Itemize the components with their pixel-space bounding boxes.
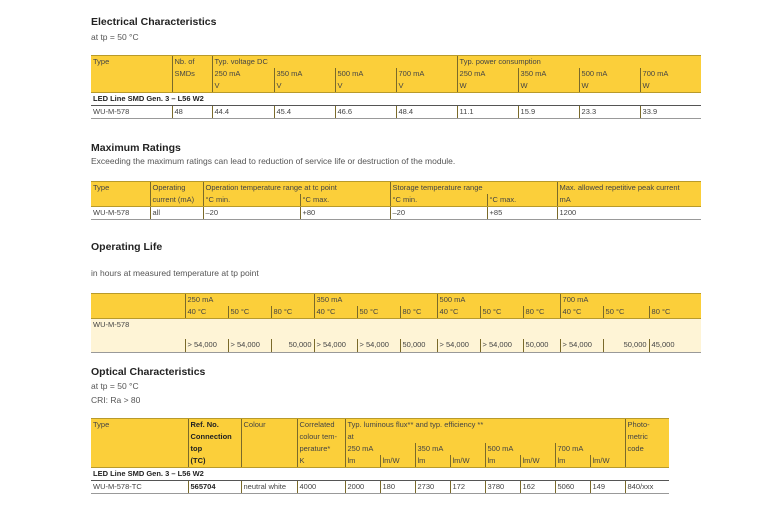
hdr-power: Typ. power consumption: [457, 56, 701, 69]
hdr-temp: 50 °C: [228, 306, 271, 319]
unit-lm: lm: [485, 455, 520, 468]
hdr-peak: Max. allowed repetitive peak current: [557, 182, 701, 195]
hdr-temp: 40 °C: [314, 306, 357, 319]
hdr-type: Type: [91, 419, 188, 432]
cell: 11.1: [457, 106, 518, 119]
cell: 3780: [485, 481, 520, 494]
maxratings-title: Maximum Ratings: [91, 142, 181, 154]
hdr-cmin: °C min.: [203, 194, 300, 207]
cell: –20: [390, 207, 487, 220]
unit-v: V: [396, 80, 457, 93]
cell: +85: [487, 207, 557, 220]
maxratings-table: [91, 181, 701, 220]
table-row: [91, 339, 701, 353]
cell: 50,000: [400, 339, 437, 353]
hdr-temp: 40 °C: [185, 306, 228, 319]
unit-lmw: lm/W: [590, 455, 625, 468]
life-title: Operating Life: [91, 241, 163, 253]
cell: +80: [300, 207, 390, 220]
table-row: [91, 106, 701, 119]
hdr-type: Type: [91, 56, 172, 69]
hdr-cct: K: [297, 455, 345, 468]
cell: 2000: [345, 481, 380, 494]
unit-lmw: lm/W: [520, 455, 555, 468]
cell: 48: [172, 106, 212, 119]
hdr-temp: 40 °C: [437, 306, 480, 319]
unit-w: W: [518, 80, 579, 93]
hdr-350: 350 mA: [314, 294, 437, 307]
unit-v: V: [274, 80, 335, 93]
hdr-cmin: °C min.: [390, 194, 487, 207]
hdr-700: 700 mA: [555, 443, 625, 455]
cell: 23.3: [579, 106, 640, 119]
hdr-ref: (TC): [188, 455, 241, 468]
unit-w: W: [457, 80, 518, 93]
cell: 5060: [555, 481, 590, 494]
hdr-w-250: 250 mA: [457, 68, 518, 80]
optical-table: [91, 418, 669, 494]
cell: 149: [590, 481, 625, 494]
cell: 50,000: [271, 339, 314, 353]
hdr-current: current (mA): [150, 194, 203, 207]
unit-lm: lm: [555, 455, 590, 468]
cell: 45.4: [274, 106, 335, 119]
electrical-group: LED Line SMD Gen. 3 – L56 W2: [91, 93, 701, 106]
hdr-v-350: 350 mA: [274, 68, 335, 80]
cell: 33.9: [640, 106, 701, 119]
hdr-ref: Connection: [188, 431, 241, 443]
hdr-photo: metric: [625, 431, 669, 443]
cell: 2730: [415, 481, 450, 494]
hdr-cct: Correlated: [297, 419, 345, 432]
table-row: [91, 481, 669, 494]
hdr-w-700: 700 mA: [640, 68, 701, 80]
cell: > 54,000: [437, 339, 480, 353]
hdr-250: 250 mA: [345, 443, 415, 455]
unit-lm: lm: [415, 455, 450, 468]
unit-w: W: [640, 80, 701, 93]
hdr-storage: Storage temperature range: [390, 182, 557, 195]
cell: 1200: [557, 207, 701, 220]
hdr-operating: Operating: [150, 182, 203, 195]
hdr-v-250: 250 mA: [212, 68, 274, 80]
electrical-table: [91, 55, 701, 119]
hdr-temp: 80 °C: [400, 306, 437, 319]
hdr-w-350: 350 mA: [518, 68, 579, 80]
cell: –20: [203, 207, 300, 220]
hdr-v-700: 700 mA: [396, 68, 457, 80]
hdr-v-500: 500 mA: [335, 68, 396, 80]
hdr-nb: Nb. of: [172, 56, 212, 69]
cell: 45,000: [649, 339, 701, 353]
cell: > 54,000: [560, 339, 603, 353]
unit-lm: lm: [345, 455, 380, 468]
hdr-type: Type: [91, 182, 150, 195]
cell: WU-M-578: [91, 207, 150, 220]
cell: 50,000: [523, 339, 560, 353]
cell: 50,000: [603, 339, 649, 353]
unit-v: V: [335, 80, 396, 93]
cell: 15.9: [518, 106, 579, 119]
life-table: [91, 293, 701, 353]
cell: 4000: [297, 481, 345, 494]
hdr-ma: mA: [557, 194, 701, 207]
hdr-temp: 80 °C: [649, 306, 701, 319]
optical-group: LED Line SMD Gen. 3 – L56 W2: [91, 468, 669, 481]
hdr-cct: perature*: [297, 443, 345, 455]
cell: > 54,000: [314, 339, 357, 353]
unit-lmw: lm/W: [450, 455, 485, 468]
hdr-cmax: °C max.: [487, 194, 557, 207]
maxratings-subtitle: Exceeding the maximum ratings can lead to reduction of service life or destruction of the module.: [91, 156, 456, 166]
hdr-temp: 40 °C: [560, 306, 603, 319]
hdr-temp: 80 °C: [271, 306, 314, 319]
optical-subtitle-2: CRI: Ra > 80: [91, 395, 141, 405]
optical-title: Optical Characteristics: [91, 366, 206, 378]
hdr-cmax: °C max.: [300, 194, 390, 207]
hdr-op-temp: Operation temperature range at tc point: [203, 182, 390, 195]
cell: > 54,000: [185, 339, 228, 353]
hdr-flux: Typ. luminous flux** and typ. efficiency **: [345, 419, 625, 432]
hdr-ref: Ref. No.: [188, 419, 241, 432]
cell: 840/xxx: [625, 481, 669, 494]
cell: > 54,000: [357, 339, 400, 353]
cell: 180: [380, 481, 415, 494]
cell: 48.4: [396, 106, 457, 119]
cell: WU-M-578: [91, 106, 172, 119]
hdr-500: 500 mA: [485, 443, 555, 455]
hdr-temp: 50 °C: [603, 306, 649, 319]
cell-type: WU-M-578: [91, 319, 185, 340]
cell: > 54,000: [480, 339, 523, 353]
cell: WU-M-578-TC: [91, 481, 188, 494]
hdr-photo: Photo-: [625, 419, 669, 432]
hdr-temp: 50 °C: [480, 306, 523, 319]
hdr-flux-at: at: [345, 431, 625, 443]
hdr-500: 500 mA: [437, 294, 560, 307]
cell-ref: 565704: [188, 481, 241, 494]
cell: all: [150, 207, 203, 220]
unit-w: W: [579, 80, 640, 93]
cell: 46.6: [335, 106, 396, 119]
hdr-voltage: Typ. voltage DC: [212, 56, 457, 69]
hdr-ref: top: [188, 443, 241, 455]
hdr-smds: SMDs: [172, 68, 212, 80]
electrical-subtitle: at tp = 50 °C: [91, 32, 139, 42]
hdr-700: 700 mA: [560, 294, 701, 307]
cell: 172: [450, 481, 485, 494]
cell: 162: [520, 481, 555, 494]
optical-subtitle-1: at tp = 50 °C: [91, 381, 139, 391]
cell: 44.4: [212, 106, 274, 119]
cell: > 54,000: [228, 339, 271, 353]
life-subtitle: in hours at measured temperature at tp point: [91, 268, 259, 278]
table-row: [91, 207, 701, 220]
hdr-250: 250 mA: [185, 294, 314, 307]
hdr-temp: 80 °C: [523, 306, 560, 319]
hdr-cct: colour tem-: [297, 431, 345, 443]
hdr-temp: 50 °C: [357, 306, 400, 319]
hdr-photo: code: [625, 443, 669, 455]
unit-v: V: [212, 80, 274, 93]
unit-lmw: lm/W: [380, 455, 415, 468]
hdr-w-500: 500 mA: [579, 68, 640, 80]
cell: neutral white: [241, 481, 297, 494]
table-row: [91, 319, 701, 340]
hdr-colour: Colour: [241, 419, 297, 432]
electrical-title: Electrical Characteristics: [91, 16, 217, 28]
hdr-350: 350 mA: [415, 443, 485, 455]
